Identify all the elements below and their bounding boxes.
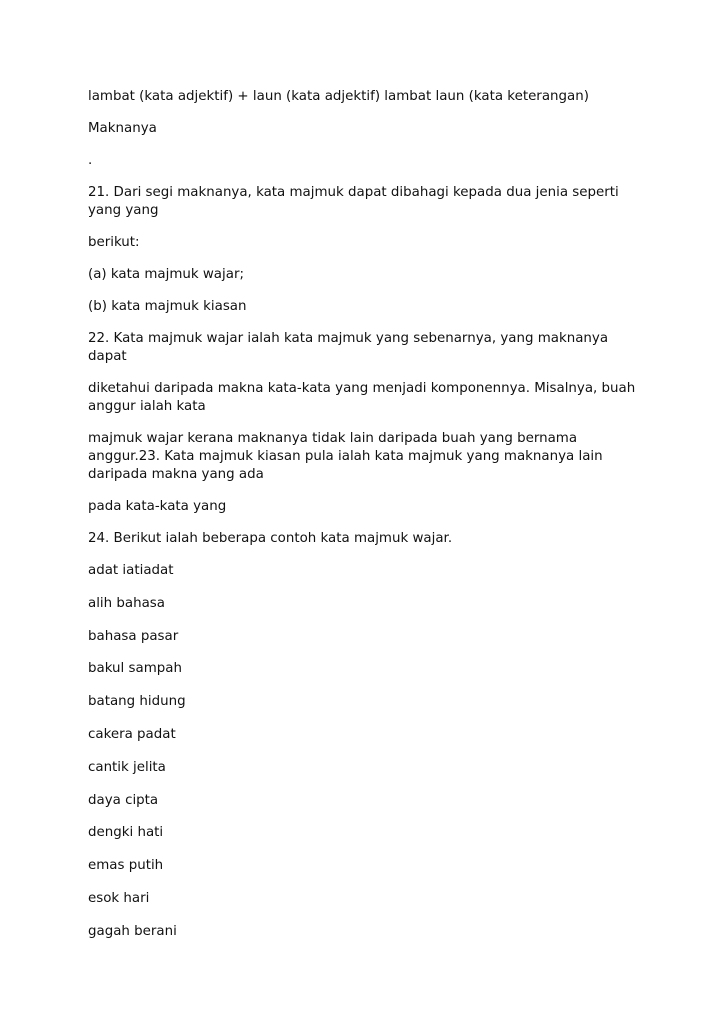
list-item: gagah berani: [88, 923, 177, 939]
paragraph: pada kata-kata yang: [88, 499, 227, 514]
paragraph: berikut:: [88, 235, 140, 250]
list-item: batang hidung: [88, 694, 186, 710]
list-item: alih bahasa: [88, 595, 165, 611]
paragraph: 22. Kata majmuk wajar ialah kata majmuk yang sebenarnya, yang maknanya dapat: [88, 331, 609, 364]
paragraph: diketahui daripada makna kata-kata yang menjadi komponennya. Misalnya, buah anggur ialah kata: [88, 381, 636, 414]
list-item: emas putih: [88, 858, 164, 874]
list-item: bahasa pasar: [88, 628, 179, 644]
document-body: [88, 88, 648, 956]
paragraph: .: [88, 153, 93, 168]
list-item: esok hari: [88, 890, 150, 906]
paragraph: Maknanya: [88, 121, 157, 136]
example-list: [88, 562, 648, 941]
paragraph: (b) kata majmuk kiasan: [88, 299, 247, 314]
paragraph: lambat (kata adjektif) + laun (kata adjektif) lambat laun (kata keterangan): [88, 89, 589, 104]
paragraph: (a) kata majmuk wajar;: [88, 267, 244, 282]
list-item: cantik jelita: [88, 759, 166, 775]
list-item: cakera padat: [88, 726, 176, 742]
paragraph: 24. Berikut ialah beberapa contoh kata majmuk wajar.: [88, 531, 453, 546]
list-item: bakul sampah: [88, 661, 182, 677]
list-item: adat iatiadat: [88, 563, 174, 578]
list-item: daya cipta: [88, 792, 159, 808]
paragraph: 21. Dari segi maknanya, kata majmuk dapat dibahagi kepada dua jenia seperti yang yang: [88, 185, 619, 218]
paragraph: majmuk wajar kerana maknanya tidak lain daripada buah yang bernama anggur.23. Kata majmuk kiasan pula ialah kata majmuk yang maknanya lain daripada makna yang ada: [88, 431, 603, 482]
list-item: dengki hati: [88, 825, 164, 841]
